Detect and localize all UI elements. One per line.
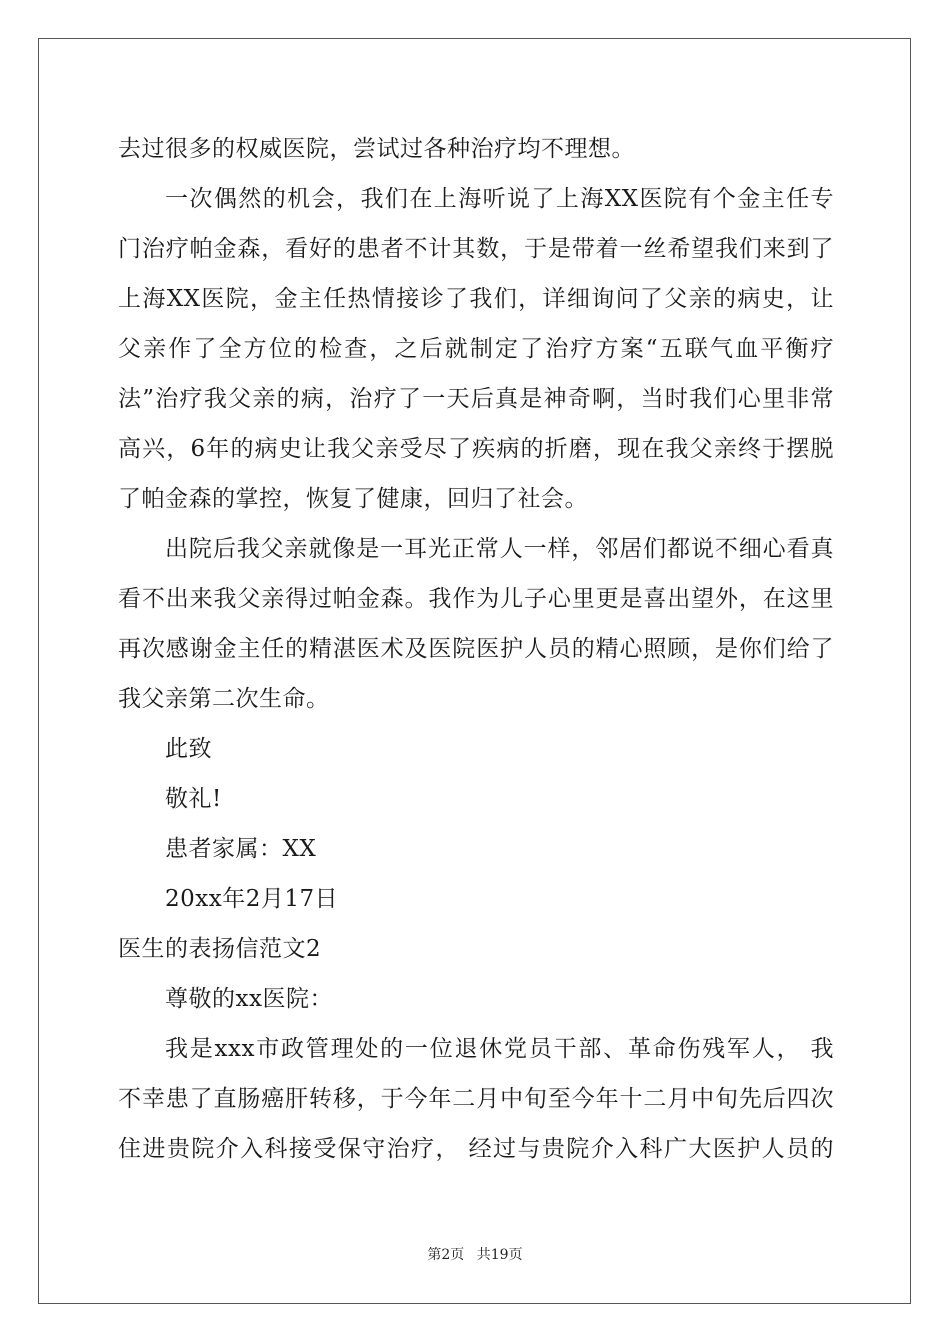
page-number: 第2页: [427, 1247, 465, 1263]
section-title: 医生的表扬信范文2: [118, 936, 322, 962]
text-line: 一次偶然的机会，我们在上海听说了上海XX医院有个金主任专: [165, 186, 834, 212]
text-line: 出院后我父亲就像是一耳光正常人一样，邻居们都说不细心看真: [165, 536, 834, 562]
text-line: 了帕金森的掌控，恢复了健康，回归了社会。: [118, 486, 588, 512]
text-line: 上海XX医院，金主任热情接诊了我们，详细询问了父亲的病史，让: [118, 286, 834, 312]
text-line: 我是xxx市政管理处的一位退休党员干部、革命伤残军人， 我: [165, 1036, 834, 1062]
greeting-line: 尊敬的xx医院：: [165, 986, 333, 1012]
text-line: 高兴，6年的病史让我父亲受尽了疾病的折磨，现在我父亲终于摆脱: [118, 436, 834, 462]
text-line: 门治疗帕金森，看好的患者不计其数，于是带着一丝希望我们来到了: [118, 236, 834, 262]
text-line: 再次感谢金主任的精湛医术及医院医护人员的精心照顾，是你们给了: [118, 636, 834, 662]
page-footer: [0, 1244, 950, 1264]
page-total: 共19页: [476, 1247, 523, 1263]
text-line: 我父亲第二次生命。: [118, 686, 330, 712]
text-line: 父亲作了全方位的检查，之后就制定了治疗方案“五联气血平衡疗: [118, 336, 834, 362]
text-line: 看不出来我父亲得过帕金森。我作为儿子心里更是喜出望外，在这里: [118, 586, 834, 612]
text-line: 住进贵院介入科接受保守治疗， 经过与贵院介入科广大医护人员的: [118, 1136, 834, 1162]
date-line: 20xx年2月17日: [165, 886, 339, 912]
closing-salutation: 此致: [165, 736, 212, 762]
text-line: 去过很多的权威医院，尝试过各种治疗均不理想。: [118, 136, 635, 162]
closing-respect: 敬礼!: [165, 786, 222, 812]
signature-line: 患者家属：XX: [165, 836, 317, 862]
text-line: 法”治疗我父亲的病，治疗了一天后真是神奇啊，当时我们心里非常: [118, 386, 834, 412]
text-line: 不幸患了直肠癌肝转移，于今年二月中旬至今年十二月中旬先后四次: [118, 1086, 834, 1112]
document-body: [118, 128, 834, 1178]
